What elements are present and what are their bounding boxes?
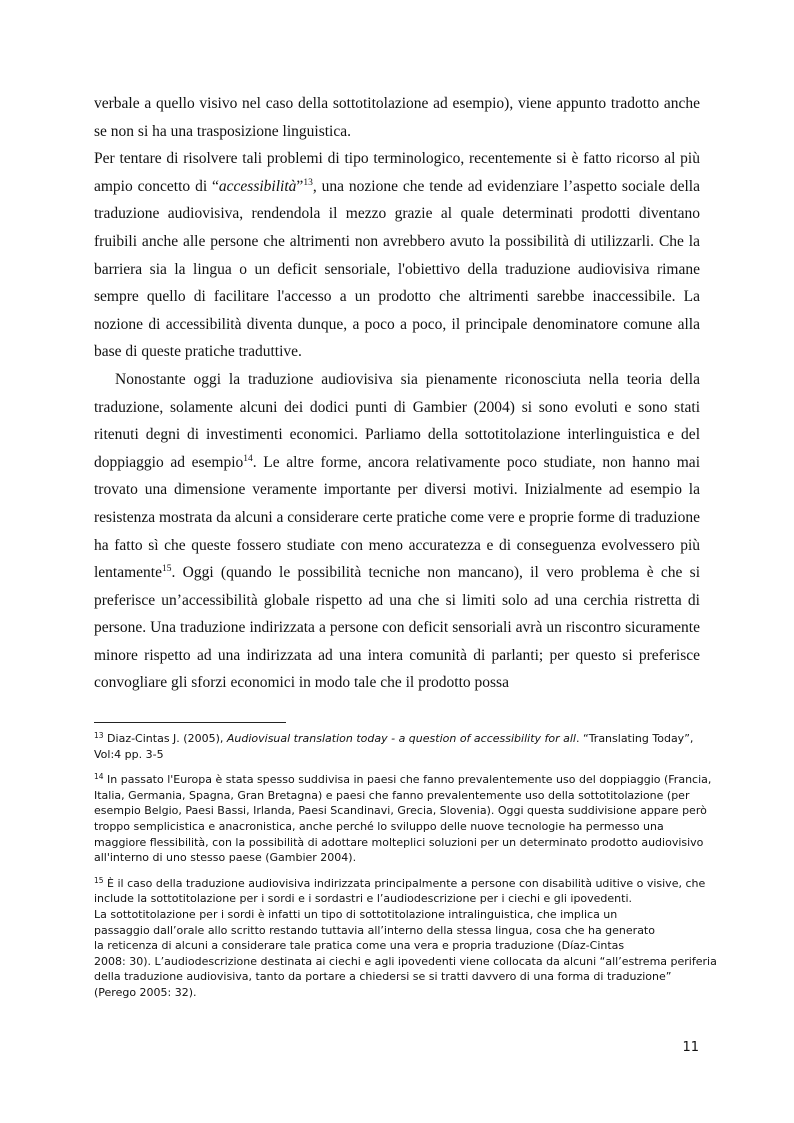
footnote-ref-15[interactable]: 15	[162, 564, 172, 575]
closing-quote: ”	[296, 177, 304, 195]
footnote-13	[94, 731, 704, 762]
footnote-separator	[94, 722, 286, 723]
footnote-14-line-4: troppo semplicistica e anacronistica, anche perché lo sviluppo delle nuove tecnologie ha permesso una	[94, 819, 664, 833]
footnote-15-line-3: La sottotitolazione per i sordi è infatti un tipo di sottotitolazione intralinguistica, che implica un	[94, 907, 618, 921]
paragraph-3	[94, 366, 700, 697]
accessibility-term: accessibilità	[218, 177, 297, 195]
footnote-14-line-1	[94, 772, 712, 788]
body-text	[94, 90, 700, 697]
footnote-13-line-1	[94, 731, 704, 747]
footnote-13-line-2: Vol:4 pp. 3-5	[94, 747, 164, 761]
paragraph-2	[94, 145, 700, 366]
footnote-14	[94, 772, 712, 866]
footnote-15	[94, 875, 717, 1001]
paragraph-2-text-b: , una nozione che tende ad evidenziare l’aspetto sociale della traduzione audiovisiva, rendendola il mezzo grazie al quale determinati prodotti diventano fruibili anche alle persone che altrimenti non avrebbero avuto la possibilità di utilizzarli. Che la barriera sia la lingua o un deficit sensoriale, l'obiettivo della traduzione audiovisiva rimane sempre quello di facilitare l'accesso a un prodotto che altrimenti sarebbe inaccessibile. La nozione di accessibilità diventa dunque, a poco a poco, il principale denominatore comune alla base di queste pratiche traduttive.	[94, 177, 700, 361]
footnote-15-line-1	[94, 876, 704, 892]
footnote-14-line-5: maggiore flessibilità, con la possibilità di adottare molteplici soluzioni per un determinato prodotto audiovisivo	[94, 835, 704, 849]
footnote-15-line-4: passaggio dall’orale allo scritto restando tuttavia all’interno della stessa lingua, cosa che ha generato	[94, 923, 655, 937]
footnote-14-line-3: esempio Belgio, Paesi Bassi, Irlanda, Paesi Scandinavi, Grecia, Slovenia). Oggi questa suddivisione appare però	[94, 804, 707, 818]
footnote-15-line-7: della traduzione audiovisiva, tanto da portare a chiedersi se si tratti davvero di una forma di traduzione”	[94, 970, 672, 984]
paragraph-1: verbale a quello visivo nel caso della sottotitolazione ad esempio), viene appunto tradotto anche se non si ha una trasposizione linguistica.	[94, 95, 700, 140]
footnotes	[94, 731, 717, 1011]
footnote-15-text-1: È il caso della traduzione audiovisiva indirizzata principalmente a persone con disabilità uditive o visive, che	[107, 876, 706, 890]
footnote-15-number: 15	[94, 875, 104, 885]
footnote-13-source: . “Translating Today”,	[576, 732, 694, 745]
page-number: 11	[682, 1040, 699, 1055]
paragraph-3-text-c: . Oggi (quando le possibilità tecniche non mancano), il vero problema è che si preferisce un’accessibilità globale rispetto ad una che si limiti solo ad una cerchia ristretta di persone. Una traduzione indirizzata a persone con deficit sensoriali avrà un riscontro sicuramente minore rispetto ad una indirizzata ad una intera comunità di parlanti; per questo si preferisce convogliare gli sforzi economici in modo tale che il prodotto possa	[94, 564, 700, 692]
footnote-15-line-8: (Perego 2005: 32).	[94, 985, 197, 999]
paragraph-3-text-a: Nonostante oggi la traduzione audiovisiva sia pienamente riconosciuta nella teoria della traduzione, solamente alcuni dei dodici punti di Gambier (2004) si sono evoluti e sono stati ritenuti degni di investimenti economici. Parliamo della sottotitolazione interlinguistica e del doppiaggio ad esempio	[94, 370, 700, 471]
footnote-13-author: Diaz-Cintas J. (2005),	[107, 732, 227, 745]
footnote-14-line-6: all'interno di uno stesso paese (Gambier 2004).	[94, 851, 357, 865]
footnote-13-number: 13	[94, 731, 104, 740]
footnote-14-text-1: In passato l'Europa è stata spesso suddivisa in paesi che fanno prevalentemente uso del doppiaggio (Francia,	[107, 773, 712, 787]
footnote-ref-13[interactable]: 13	[303, 177, 313, 188]
footnote-14-line-2: Italia, Germania, Spagna, Gran Bretagna) e paesi che fanno prevalentemente uso della sottotitolazione (per	[94, 788, 690, 802]
footnote-15-line-6: 2008: 30). L’audiodescrizione destinata ai ciechi e agli ipovedenti viene collocata da alcuni “all’estrema periferia	[94, 954, 717, 968]
footnote-15-line-5: la reticenza di alcuni a considerare tale pratica come una vera e propria traduzione (Díaz-Cintas	[94, 939, 625, 953]
paragraph-2-text-a: Per tentare di risolvere tali problemi di tipo terminologico, recentemente si è fatto ricorso al più ampio concetto di “	[94, 150, 700, 195]
paragraph-3-text-b: . Le altre forme, ancora relativamente poco studiate, non hanno mai trovato una dimensione veramente importante per diversi motivi. Inizialmente ad esempio la resistenza mostrata da alcuni a considerare certe pratiche come vere e proprie forme di traduzione ha fatto sì che queste fossero studiate con meno accuratezza e di conseguenza evolvessero più lentamente	[94, 453, 700, 582]
footnote-14-number: 14	[94, 772, 104, 782]
footnote-15-line-2: include la sottotitolazione per i sordi e i sordastri e l’audiodescrizione per i ciechi e gli ipovedenti.	[94, 892, 633, 906]
footnote-13-title: Audiovisual translation today - a question of accessibility for all	[226, 732, 576, 745]
footnote-ref-14[interactable]: 14	[243, 453, 253, 464]
